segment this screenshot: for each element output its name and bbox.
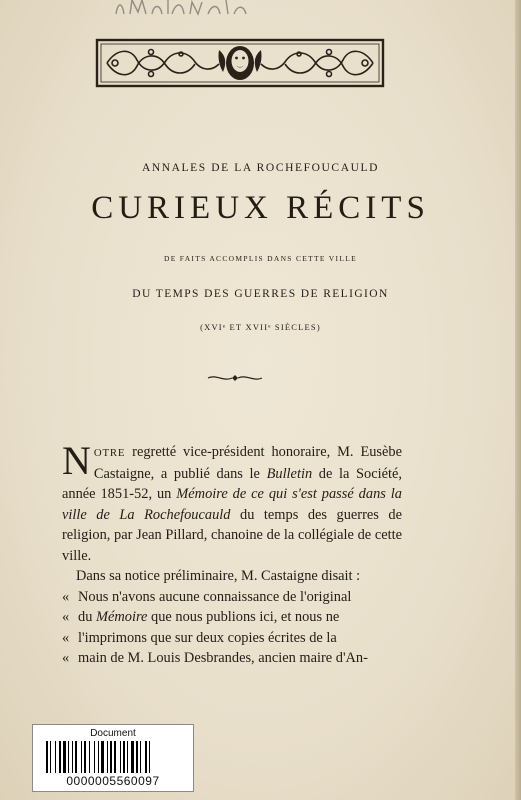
italic-title: Mémoire de ce qui s'est passé dans la ville de La Rochefoucauld: [62, 486, 402, 523]
text-run: regretté vice-président honoraire, M. Eusèbe Castaigne, a publié dans le: [93, 444, 402, 482]
text-run: du temps des guerres de religion, par Jean Pillard, chanoine de la collégiale de cette ville.: [62, 506, 402, 564]
ornamental-divider: [206, 373, 264, 383]
text-run: de la Société, année 1851-52, un: [62, 465, 402, 502]
subtitle-line-1: DE FAITS ACCOMPLIS DANS CETTE VILLE: [164, 254, 357, 263]
paragraph-2-lead: Dans sa notice préliminaire, M. Castaigne disait :: [76, 568, 361, 584]
italic-title: Bulletin: [266, 465, 313, 482]
quote-line: « main de M. Louis Desbrandes, ancien maire d'An-: [62, 650, 368, 666]
barcode-title: Document: [90, 728, 136, 739]
barcode-icon: [45, 741, 181, 773]
small-caps-word: OTRE: [93, 447, 126, 459]
centuries-line: (XVIᵉ ET XVIIᵉ SIÈCLES): [200, 322, 321, 332]
barcode-label: [32, 724, 194, 792]
main-title: CURIEUX RÉCITS: [91, 190, 430, 226]
quote-line: « l'imprimons que sur deux copies écrites de la: [62, 629, 337, 646]
body-text: [62, 438, 402, 669]
handwritten-mark: [112, 0, 262, 18]
drop-cap: N: [62, 438, 91, 483]
series-title: ANNALES DE LA ROCHEFOUCAULD: [141, 162, 380, 174]
quote-line: « du Mémoire que nous publions ici, et nous ne: [62, 609, 340, 625]
barcode-number: 0000005560097: [66, 774, 160, 788]
decorative-headpiece: [95, 38, 385, 88]
quote-line: « Nous n'avons aucune connaissance de l'original: [62, 588, 352, 605]
paragraph-1: [62, 438, 402, 566]
page-edge: [515, 0, 521, 800]
subtitle-line-2: DU TEMPS DES GUERRES DE RELIGION: [132, 288, 389, 300]
